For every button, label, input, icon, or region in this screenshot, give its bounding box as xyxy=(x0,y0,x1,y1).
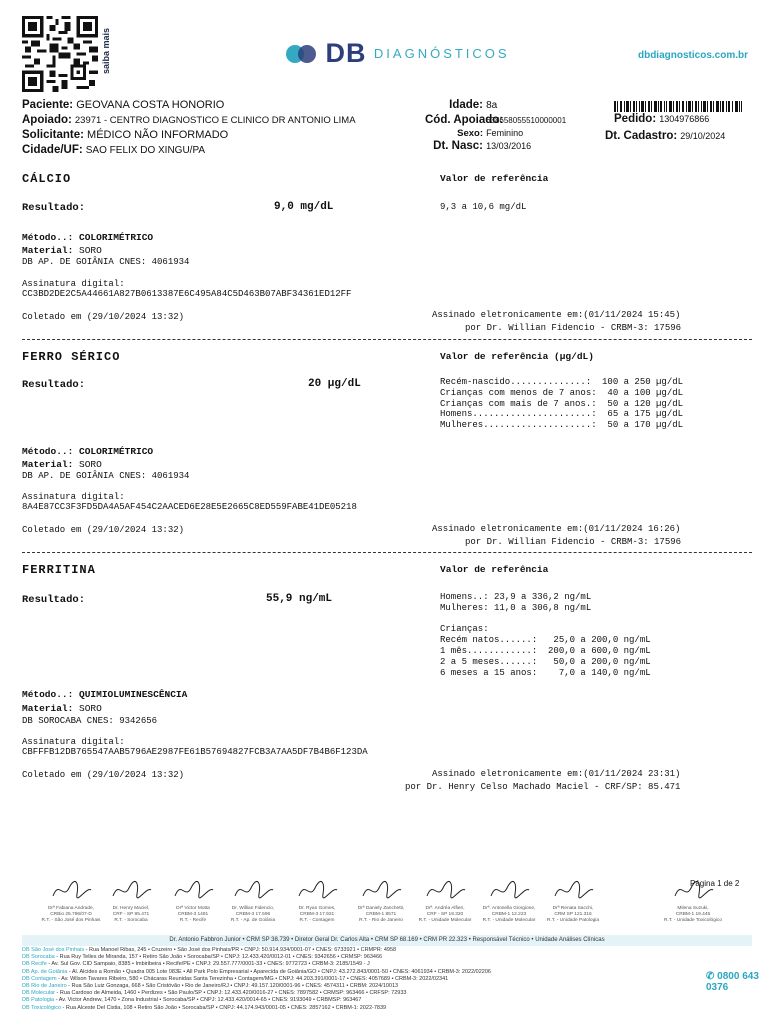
method xyxy=(22,446,153,457)
signatory-reg: CRBM-1 8571 xyxy=(365,912,397,917)
lab-address-line xyxy=(22,947,491,954)
collected-date: Coletado em (29/10/2024 13:32) xyxy=(22,770,185,780)
digital-signature: CBFFFB12DB765547AAB5796AE2987FE61B57694827FCB3A7AA5DF7B4B6F123DA xyxy=(22,747,368,757)
signatory xyxy=(286,878,348,924)
signature-label: Assinatura digital: xyxy=(22,279,125,289)
pedido xyxy=(614,112,709,127)
signatory-reg: CRBM-3 1481 xyxy=(177,912,209,917)
result-value: 9,0 mg/dL xyxy=(274,201,334,213)
phone-number: 0800 643 0376 xyxy=(706,971,759,993)
method xyxy=(22,689,187,700)
method-label: Método..: xyxy=(22,689,74,700)
signatory-reg: CRBM-1 19.445 xyxy=(675,912,711,917)
section-divider xyxy=(22,552,752,553)
cod-label: Cód. Apoiado: xyxy=(425,114,504,126)
apoiado-value: 23971 - CENTRO DIAGNOSTICO E CLINICO DR ANTONIO LIMA xyxy=(74,115,356,126)
signature-icon xyxy=(551,878,595,902)
signatory-reg: CRF - SP 18.320 xyxy=(426,912,464,917)
whatsapp-icon: ✆ xyxy=(706,971,715,982)
signatory-unit: R.T. - Recife xyxy=(179,918,207,923)
paciente-label: Paciente: xyxy=(22,99,74,111)
signature-icon xyxy=(49,878,93,902)
page-number: Página 1 de 2 xyxy=(690,879,740,888)
cadastro xyxy=(605,129,725,144)
lab-address: - Rua Alceste Del Cistia, 108 • Retiro São João • Sorocaba/SP • CNPJ: 44.174.943/0001-05 • CNES: 2857162 • CRBM-1: 2022-7839 xyxy=(61,1004,387,1011)
cadastro-value: 29/10/2024 xyxy=(680,131,726,141)
sexo-label: Sexo: xyxy=(457,128,483,139)
signatory xyxy=(478,878,540,924)
material-label: Material: xyxy=(22,459,74,470)
idade-label: Idade: xyxy=(449,99,483,111)
signatory-name: Dr. Willian Fidencio, xyxy=(231,906,275,911)
lab-address: - Av. Victor Andrew, 1470 • Zona Industrial • Sorocaba/SP • CNPJ: 12.433.420/0014-65 • CNES: 9193049 • CRBMSP: 963467 xyxy=(54,997,362,1004)
lab-address: - Al. Alcides a Romão • Quadra 005 Lote 083E • All Park Polo Empresarial • Aparecida de Goiânia/GO • CNPJ: 43.272.843/0001-50 • CNES: 4061934 • CRBM-3: 2022/02206 xyxy=(67,968,491,975)
ref-title: Valor de referência xyxy=(440,564,549,575)
signatory xyxy=(662,878,724,924)
method-value: QUIMIOLUMINESCÊNCIA xyxy=(79,689,188,700)
paciente-value: GEOVANA COSTA HONORIO xyxy=(76,99,225,111)
signed-by: por Dr. Willian Fidencio - CRBM-3: 17596 xyxy=(465,323,682,333)
signature-icon xyxy=(359,878,403,902)
lab-name: DB Sorocaba xyxy=(22,954,55,961)
signatory-unit: R.T. - Unidade Toxicológico xyxy=(663,918,723,923)
lab-address: - Rua Manoel Ribas, 245 • Cruzeiro • São José dos Pinhais/PR • CNPJ: 50.914.934/0001-07 • CNES: 6733921 • CRMPR: 4958 xyxy=(84,947,397,953)
lab-address: - Rua Cardoso de Almeida, 1460 • Perdizes • São Paulo/SP • CNPJ: 12.433.420/0016-27 • CNES: 7897582 • CRMSP: 963466 • CRFSP: 72933 xyxy=(55,990,407,997)
cadastro-label: Dt. Cadastro: xyxy=(605,130,678,142)
method-value: COLORIMÉTRICO xyxy=(79,446,154,457)
material-label: Material: xyxy=(22,245,74,256)
nasc-value: 13/03/2016 xyxy=(486,141,532,151)
lab-name: DB Contagem xyxy=(22,975,57,982)
signatory-unit: R.T. - Rio de Janeiro xyxy=(359,918,403,923)
signature-label: Assinatura digital: xyxy=(22,737,125,747)
lab-name: DB Recife xyxy=(22,961,47,968)
exam-title: CÁLCIO xyxy=(22,172,72,186)
logo-mark-icon xyxy=(285,40,321,68)
signatory-reg: CRBM-3 17.921 xyxy=(299,912,335,917)
result-label: Resultado: xyxy=(22,594,86,606)
signed-by: por Dr. Willian Fidencio - CRBM-3: 17596 xyxy=(465,537,682,547)
material xyxy=(22,459,102,470)
lab-name: DB Ap. de Goiânia xyxy=(22,968,68,975)
section-divider xyxy=(22,339,752,340)
signatory-reg: CRBM-1 12.223 xyxy=(491,912,527,917)
apoiado-label: Apoiado: xyxy=(22,114,72,126)
lab-address-line xyxy=(22,961,491,968)
pedido-value: 1304976866 xyxy=(659,114,710,124)
method xyxy=(22,232,153,243)
signatory-name: Drª Victor Motta xyxy=(176,906,210,911)
lab-address: - Rua São Luiz Gonzaga, 668 • São Cristóvão • Rio de Janeiro/RJ • CNPJ: 49.157.120/0001-96 • CNES: 4574311 • CRBM: 2024/10013 xyxy=(66,983,399,990)
signatory xyxy=(222,878,284,924)
signatory-reg: CRBM-3 17.596 xyxy=(235,912,271,917)
signatory xyxy=(350,878,412,924)
material-value: SORO xyxy=(79,459,102,470)
signatory-name: Drª. Andréa Alfieri, xyxy=(425,906,465,911)
exam-title: FERRO SÉRICO xyxy=(22,350,121,364)
barcode xyxy=(614,101,742,112)
signed-date: Assinado eletronicamente em:(01/11/2024 23:31) xyxy=(432,769,681,779)
lab-info: DB SOROCABA CNES: 9342656 xyxy=(22,716,158,726)
lab-info: DB AP. DE GOIÂNIA CNES: 4061934 xyxy=(22,257,190,267)
lab-addresses xyxy=(22,947,491,1012)
signature-icon xyxy=(295,878,339,902)
lab-address-line xyxy=(22,976,491,983)
signed-date: Assinado eletronicamente em:(01/11/2024 16:26) xyxy=(432,524,681,534)
material-value: SORO xyxy=(79,703,102,714)
lab-address-line xyxy=(22,983,491,990)
result-label: Resultado: xyxy=(22,379,86,391)
method-label: Método..: xyxy=(22,232,74,243)
signature-label: Assinatura digital: xyxy=(22,492,125,502)
signatory-unit: R.T. - Unidade Patologia xyxy=(547,918,599,923)
result-label: Resultado: xyxy=(22,202,86,214)
directors-bar: Dr. Antonio Fabbron Junior • CRM SP 38.739 • Diretor Geral Dr. Carlos Alta • CRM SP 68.169 • CRM PR 22.323 • Responsável Técnico • Unidade Análises Clínicas xyxy=(22,935,752,946)
signatory xyxy=(162,878,224,924)
lab-address: - Rua Ruy Telles de Miranda, 157 • Retiro São João • Sorocaba/SP • CNPJ: 12.433.420/0012-01 • CNES: 9342656 • CRMSP: 963466 xyxy=(54,954,383,961)
signed-date: Assinado eletronicamente em:(01/11/2024 15:45) xyxy=(432,310,681,320)
signatory-unit: R.T. - Ap. de Goiânia xyxy=(230,918,276,923)
signature-icon xyxy=(487,878,531,902)
cod-value: 638658055510000001 xyxy=(486,116,567,125)
lab-name: DB Patologia xyxy=(22,997,55,1004)
signatory-name: Drª Daniely Zanchetti, xyxy=(357,906,405,911)
ref-title: Valor de referência (µg/dL) xyxy=(440,351,594,362)
signature-icon xyxy=(423,878,467,902)
digital-signature: 8A4E87CC3F3FD5DA4A5AF454C2AACED6E28E5E2665C8ED559FABE41DE05218 xyxy=(22,502,357,512)
digital-signature: CC3BD2DE2C5A44661A827B0613387E6C495A84C5D463B07ABF34361ED12FF xyxy=(22,289,352,299)
signatory-name: Drª. Antonella Giorgione, xyxy=(482,906,536,911)
signatory-unit: R.T. - Unidade Molecular xyxy=(418,918,472,923)
reference-values: 9,3 a 10,6 mg/dL xyxy=(440,202,527,212)
solicitante-value: MÉDICO NÃO INFORMADO xyxy=(87,129,229,141)
material-label: Material: xyxy=(22,703,74,714)
signatory xyxy=(40,878,102,924)
logo-diagnosticos: DIAGNÓSTICOS xyxy=(373,46,510,61)
signatory-reg: CRF - SP 85.471 xyxy=(112,912,150,917)
patient-details xyxy=(425,98,585,154)
brand-logo xyxy=(285,38,510,69)
lab-name: DB Toxicológico xyxy=(22,1004,62,1011)
signatory-reg: CRM SP 121.316 xyxy=(554,912,592,917)
signatory xyxy=(100,878,162,924)
reference-values: Recém-nascido..............: 100 a 250 µg/dL Crianças com menos de 7 anos: 40 a 100 µg/dL Crianças com mais de 7 anos.: 50 a 120 µg/dL Homens......................: 65 a 175 µg/dL Mulheres....................: 50 a 170 µg/dL xyxy=(440,377,684,431)
cidade-value: SAO FELIX DO XINGU/PA xyxy=(85,145,206,156)
signed-by: por Dr. Henry Celso Machado Maciel - CRF/SP: 85.471 xyxy=(405,782,681,792)
signature-icon xyxy=(671,878,715,902)
cidade-label: Cidade/UF: xyxy=(22,144,83,156)
signatory xyxy=(414,878,476,924)
collected-date: Coletado em (29/10/2024 13:32) xyxy=(22,312,185,322)
signatory-unit: R.T. - Unidade Molecular xyxy=(482,918,536,923)
lab-address: - Av. Wilson Tavares Ribeiro, 580 • Chácaras Reunidas Santa Terezinha • Contagem/MG • CNPJ: 44.203.391/0001-17 • CNES: 4057689 • CRBM-3: 2022/02341 xyxy=(56,975,449,982)
collected-date: Coletado em (29/10/2024 13:32) xyxy=(22,525,185,535)
signatory-unit: R.T. - Sorocaba xyxy=(114,918,148,923)
signatory-unit: R.T. - São José dos Pinhais xyxy=(41,918,101,923)
signatory-name: Drª Renata Sacchi, xyxy=(552,906,594,911)
reference-values: Homens..: 23,9 a 336,2 ng/mL Mulheres: 11,0 a 306,8 ng/mL Crianças: Recém natos......: 25,0 a 200,0 ng/mL 1 mês............: 200,0 a 600,0 ng/mL 2 a 5 meses......: 50,0 a 200,0 ng/mL 6 meses a 15 anos: 7,0 a 140,0 ng/mL xyxy=(440,592,651,678)
lab-address-line xyxy=(22,969,491,976)
material xyxy=(22,703,102,714)
exam-title: FERRITINA xyxy=(22,563,96,577)
signature-icon xyxy=(231,878,275,902)
signature-icon xyxy=(171,878,215,902)
lab-address-line xyxy=(22,954,491,961)
result-value: 55,9 ng/mL xyxy=(266,593,333,605)
lab-info: DB AP. DE GOIÂNIA CNES: 4061934 xyxy=(22,471,190,481)
signatory-reg: CRBio 25.796/07-D xyxy=(50,912,92,917)
lab-name: DB São José dos Pinhais xyxy=(22,947,85,953)
phone-contact[interactable] xyxy=(706,971,768,993)
method-label: Método..: xyxy=(22,446,74,457)
signatory-unit: R.T. - Contagem xyxy=(299,918,335,923)
lab-address-line xyxy=(22,990,491,997)
website-link[interactable]: dbdiagnosticos.com.br xyxy=(637,50,748,61)
signature-icon xyxy=(109,878,153,902)
ref-title: Valor de referência xyxy=(440,173,549,184)
signatory-name: Dr. Henry Maciel, xyxy=(112,906,150,911)
method-value: COLORIMÉTRICO xyxy=(79,232,154,243)
lab-address-line xyxy=(22,997,491,1004)
signatory-name: Dr. Ryan Gomes, xyxy=(298,906,336,911)
idade-value: 8a xyxy=(486,100,498,111)
lab-address: - Av. Sul Gov. CID Sampaio, 8385 • Imbiribeira • Recife/PE • CNPJ: 29.557.777/0001-33 • CNES: 9772723 • CRBM-3: 2185/1549 - J xyxy=(46,961,370,968)
saiba-mais-label: saiba mais xyxy=(101,27,111,74)
lab-address-line xyxy=(22,1005,491,1012)
nasc-label: Dt. Nasc: xyxy=(433,140,483,152)
solicitante-label: Solicitante: xyxy=(22,129,84,141)
patient-info xyxy=(22,98,356,158)
signatory xyxy=(542,878,604,924)
lab-name: DB Molecular xyxy=(22,990,56,997)
logo-db: DB xyxy=(325,38,367,68)
pedido-label: Pedido: xyxy=(614,113,657,125)
material-value: SORO xyxy=(79,245,102,256)
result-value: 20 µg/dL xyxy=(308,378,361,390)
lab-name: DB Rio de Janeiro xyxy=(22,983,67,990)
material xyxy=(22,245,102,256)
signatory-name: Milena Suzuki, xyxy=(677,906,709,911)
sexo-value: Feminino xyxy=(486,128,524,138)
qr-code[interactable] xyxy=(22,16,98,92)
signatory-name: Drª Fabiana Andrade, xyxy=(47,906,95,911)
